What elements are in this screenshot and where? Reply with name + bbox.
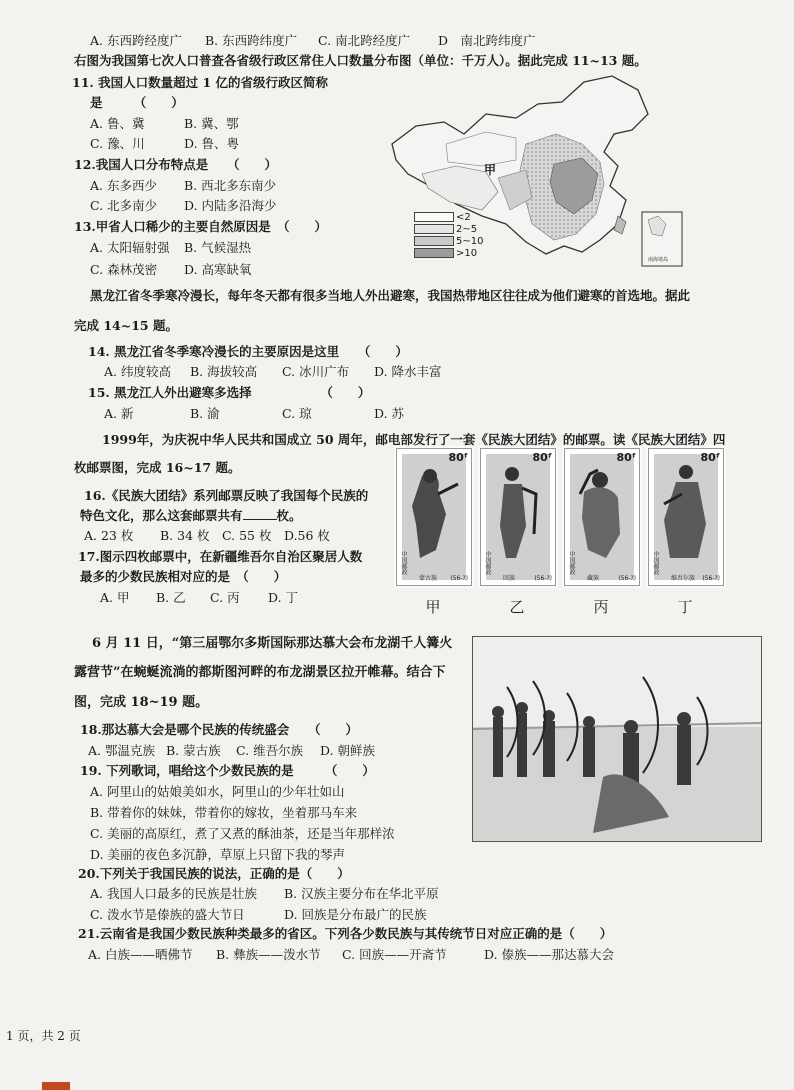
stamp-jia-image <box>402 454 466 580</box>
q15-option-b: B. 渝 <box>190 406 220 421</box>
stamp-jia-code: (56-?) <box>450 575 468 582</box>
q19-stem: 19. 下列歌词，唱给这个少数民族的是 （ ） <box>80 763 375 778</box>
q14-option-b: B. 海拔较高 <box>190 364 258 379</box>
stamp-ding <box>648 448 724 586</box>
q16-stem-2-post: 枚。 <box>276 508 302 523</box>
q18-option-d: D. 朝鲜族 <box>320 743 376 758</box>
stamp-label-ding: 丁 <box>677 598 693 616</box>
stamp-label-bing: 丙 <box>593 598 609 616</box>
q21-option-d: D. 傣族——那达慕大会 <box>484 947 615 962</box>
q17-option-c: C. 丙 <box>210 590 240 605</box>
q19-option-a: A. 阿里山的姑娘美如水，阿里山的少年壮如山 <box>90 784 345 799</box>
q15-stem: 15. 黑龙江人外出避寒多选择 （ ） <box>88 385 371 400</box>
q18-stem: 18.那达慕大会是哪个民族的传统盛会 （ ） <box>80 722 358 737</box>
q17-stem-1: 17.图示四枚邮票中，在新疆维吾尔自治区聚居人数 <box>78 549 363 564</box>
q16-option-d: D.56 枚 <box>284 528 330 543</box>
q16-option-b: B. 34 枚 <box>160 528 210 543</box>
q20-option-c: C. 泼水节是傣族的盛大节日 <box>90 907 245 922</box>
stamp-jia-country: 中国邮政 <box>400 551 407 575</box>
q14-option-d: D. 降水丰富 <box>374 364 442 379</box>
stamp-bing-country: 中国邮政 <box>568 551 575 575</box>
q11-stem-2: 是 （ ） <box>90 95 184 110</box>
q18-option-c: C. 维吾尔族 <box>236 743 304 758</box>
stamp-jia-value: 80ᶠ <box>448 451 468 464</box>
legend-swatch-3 <box>414 236 454 246</box>
stamp-label-jia: 甲 <box>425 598 441 616</box>
page-footer: 1 页，共 2 页 <box>6 1029 81 1043</box>
q18-option-a: A. 鄂温克族 <box>88 743 155 758</box>
archers-scene <box>473 637 761 841</box>
stamp-bing-name: 藏族 <box>587 575 600 582</box>
stamp-bing-value: 80ᶠ <box>616 451 636 464</box>
stamp-jia-figure <box>402 454 464 578</box>
option-prev-d: D 南北跨纬度广 <box>438 33 536 48</box>
stamp-ding-figure <box>654 454 716 578</box>
q14-stem: 14. 黑龙江省冬季寒冷漫长的主要原因是这里 （ ） <box>88 344 408 359</box>
legend-swatch-1 <box>414 212 454 222</box>
map-legend <box>414 212 494 264</box>
intro-14-15-line1: 黑龙江省冬季寒冷漫长，每年冬天都有很多当地人外出避寒，我国热带地区往往成为他们避寒的首选地。据此 <box>90 288 691 303</box>
q15-option-a: A. 新 <box>104 406 134 421</box>
q12-option-d: D. 内陆多沿海少 <box>184 198 277 213</box>
inset-label: 南海诸岛 <box>648 257 669 263</box>
stamp-bing-image <box>570 454 634 580</box>
stamp-bing <box>564 448 640 586</box>
stamp-yi-country: 中国邮政 <box>484 551 491 575</box>
legend-label-3: 5~10 <box>456 236 484 247</box>
q20-option-b: B. 汉族主要分布在华北平原 <box>284 886 439 901</box>
option-prev-b: B. 东西跨纬度广 <box>205 33 298 48</box>
q16-stem-2 <box>80 508 302 524</box>
q21-option-b: B. 彝族——泼水节 <box>216 947 321 962</box>
q19-option-b: B. 带着你的妹妹，带着你的嫁妆，坐着那马车来 <box>90 805 358 820</box>
q13-option-c: C. 森林茂密 <box>90 262 158 277</box>
stamp-ding-value: 80ᶠ <box>700 451 720 464</box>
intro-18-19-line2: 露营节”在蜿蜒流淌的都斯图河畔的布龙湖景区拉开帷幕。结合下 <box>74 665 446 680</box>
q17-stem-2: 最多的少数民族相对应的是 （ ） <box>80 569 287 584</box>
population-map <box>386 74 688 270</box>
intro-16-17-line2: 枚邮票图，完成 16~17 题。 <box>74 460 241 475</box>
stamp-yi-image <box>486 454 550 580</box>
q20-option-a: A. 我国人口最多的民族是壮族 <box>90 886 257 901</box>
q11-option-b: B. 冀、鄂 <box>184 116 239 131</box>
legend-label-2: 2~5 <box>456 224 478 235</box>
legend-swatch-4 <box>414 248 454 258</box>
q17-option-d: D. 丁 <box>268 590 299 605</box>
q16-stem-1: 16.《民族大团结》系列邮票反映了我国每个民族的 <box>84 488 369 503</box>
q14-option-c: C. 冰川广布 <box>282 364 350 379</box>
naadam-photo <box>472 636 762 842</box>
q12-option-b: B. 西北多东南少 <box>184 178 277 193</box>
q16-option-a: A. 23 枚 <box>84 528 134 543</box>
q12-option-a: A. 东多西少 <box>90 178 157 193</box>
q18-option-b: B. 蒙古族 <box>166 743 221 758</box>
q11-stem-1: 11. 我国人口数量超过 1 亿的省级行政区简称 <box>72 75 329 90</box>
q19-option-d: D. 美丽的夜色多沉静，草原上只留下我的琴声 <box>90 847 346 862</box>
q19-option-c: C. 美丽的高原红，煮了又煮的酥油茶，还是当年那样浓 <box>90 826 395 841</box>
option-prev-a: A. 东西跨经度广 <box>90 33 182 48</box>
q21-option-a: A. 白族——晒佛节 <box>88 947 193 962</box>
q16-option-c: C. 55 枚 <box>222 528 272 543</box>
q13-option-a: A. 太阳辐射强 <box>90 240 170 255</box>
q15-option-c: C. 琼 <box>282 406 312 421</box>
legend-swatch-2 <box>414 224 454 234</box>
q16-stem-2-pre: 特色文化，那么这套邮票共有 <box>80 508 243 523</box>
q14-option-a: A. 纬度较高 <box>104 364 171 379</box>
corner-mark <box>42 1082 70 1090</box>
stamp-jia <box>396 448 472 586</box>
q13-stem: 13.甲省人口稀少的主要自然原因是 （ ） <box>74 219 327 234</box>
intro-18-19-line3: 图，完成 18~19 题。 <box>74 695 209 710</box>
stamp-ding-code: (56-?) <box>702 575 720 582</box>
q11-option-a: A. 鲁、冀 <box>90 116 145 131</box>
q21-option-c: C. 回族——开斋节 <box>342 947 447 962</box>
legend-label-1: <2 <box>456 212 471 223</box>
legend-label-4: >10 <box>456 248 478 259</box>
intro-16-17-line1: 1999年，为庆祝中华人民共和国成立 50 周年，邮电部发行了一套《民族大团结》的邮票。读《民族大团结》四 <box>102 432 726 447</box>
stamp-yi <box>480 448 556 586</box>
stamp-label-yi: 乙 <box>509 598 525 616</box>
intro-11-13: 右图为我国第七次人口普查各省级行政区常住人口数量分布图（单位：千万人）。据此完成 11~13 题。 <box>74 53 647 68</box>
q13-option-b: B. 气候湿热 <box>184 240 252 255</box>
q11-option-d: D. 鲁、粤 <box>184 136 240 151</box>
option-prev-c: C. 南北跨经度广 <box>318 33 411 48</box>
stamp-bing-figure <box>570 454 632 578</box>
stamp-ding-name: 维吾尔族 <box>671 575 696 582</box>
stamp-yi-figure <box>486 454 548 578</box>
q20-option-d: D. 回族是分布最广的民族 <box>284 907 427 922</box>
q12-stem: 12.我国人口分布特点是 （ ） <box>74 157 277 172</box>
q21-stem: 21.云南省是我国少数民族种类最多的省区。下列各少数民族与其传统节日对应正确的是（ ） <box>78 926 613 941</box>
stamp-ding-country: 中国邮政 <box>652 551 659 575</box>
intro-14-15-line2: 完成 14~15 题。 <box>74 318 178 333</box>
stamp-yi-code: (56-?) <box>534 575 552 582</box>
q12-option-c: C. 北多南少 <box>90 198 158 213</box>
q13-option-d: D. 高寒缺氧 <box>184 262 252 277</box>
stamp-yi-name: 回族 <box>503 575 516 582</box>
stamp-ding-image <box>654 454 718 580</box>
stamps-figure <box>392 448 722 618</box>
q16-answer-blank[interactable] <box>243 509 277 520</box>
stamp-bing-code: (56-?) <box>618 575 636 582</box>
map-label-jia: 甲 <box>484 163 497 177</box>
q15-option-d: D. 苏 <box>374 406 405 421</box>
q11-option-c: C. 豫、川 <box>90 136 145 151</box>
stamp-jia-name: 蒙古族 <box>419 575 438 582</box>
q17-option-b: B. 乙 <box>156 590 186 605</box>
q17-option-a: A. 甲 <box>100 590 130 605</box>
intro-18-19-line1: 6 月 11 日，“第三届鄂尔多斯国际那达慕大会布龙湖千人篝火 <box>92 636 453 651</box>
q20-stem: 20.下列关于我国民族的说法，正确的是（ ） <box>78 866 350 881</box>
stamp-yi-value: 80ᶠ <box>532 451 552 464</box>
